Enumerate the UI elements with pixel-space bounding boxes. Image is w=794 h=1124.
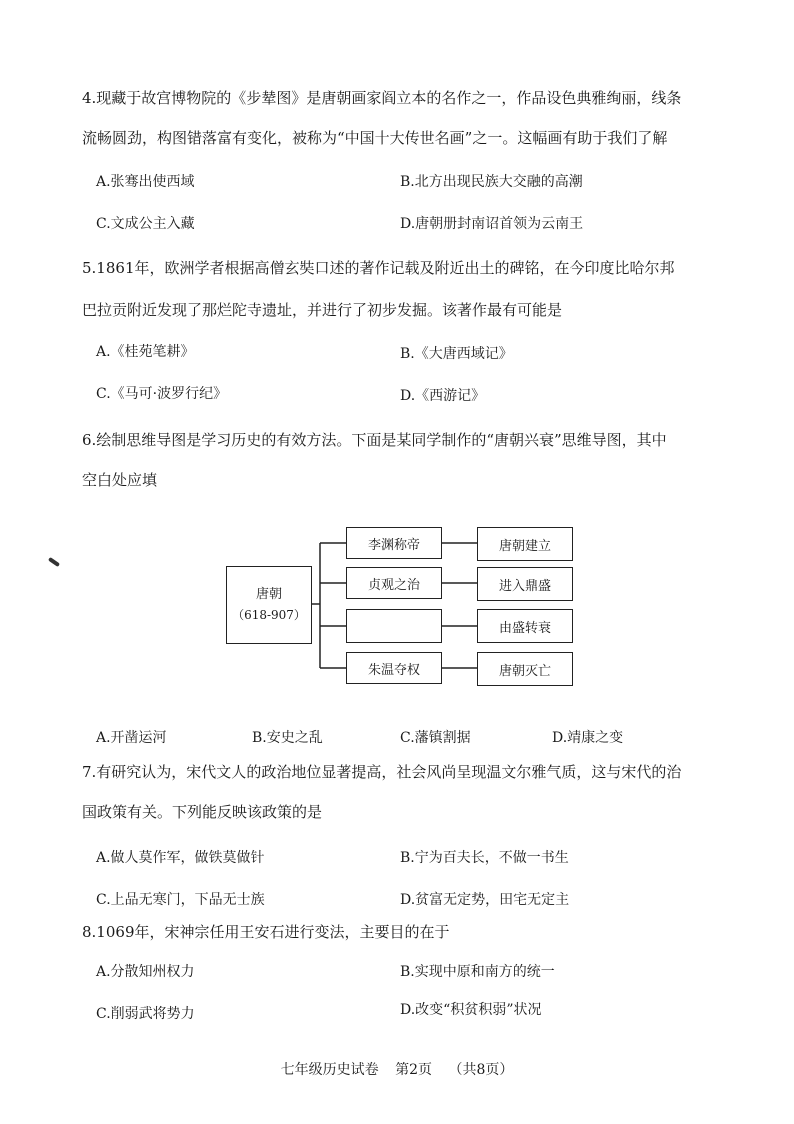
mindmap-root-years: （618-907） — [232, 608, 306, 622]
mindmap-middle-label: 李渊称帝 — [367, 537, 420, 553]
mindmap-middle-box-1 — [346, 527, 442, 559]
q7-option-c: C.上品无寒门，下品无士族 — [96, 892, 265, 908]
q7-option-b: B.宁为百夫长，不做一书生 — [400, 850, 569, 866]
mindmap-root-box — [226, 566, 312, 644]
q6-line-1: 6.绘制思维导图是学习历史的有效方法。下面是某同学制作的“唐朝兴衰”思维导图，其中 — [82, 431, 667, 449]
q5-option-c: C.《马可·波罗行纪》 — [96, 386, 228, 402]
mindmap-middle-label: 朱温夺权 — [367, 662, 420, 678]
q5-option-d: D.《西游记》 — [400, 388, 486, 404]
q4-line-1: 4.现藏于故宫博物院的《步辇图》是唐朝画家阎立本的名作之一，作品设色典雅绚丽，线条 — [82, 89, 682, 107]
q5-line-2: 巴拉贡附近发现了那烂陀寺遗址，并进行了初步发掘。该著作最有可能是 — [82, 301, 563, 319]
q4-line-2: 流畅圆劲，构图错落富有变化，被称为“中国十大传世名画”之一。这幅画有助于我们了解 — [82, 129, 668, 147]
footer-page-number: 第2页 — [395, 1062, 432, 1078]
mindmap-middle-box-2 — [346, 567, 442, 599]
q6-option-a: A.开凿运河 — [96, 730, 167, 746]
q5-option-b: B.《大唐西域记》 — [400, 346, 513, 362]
q4-option-c: C.文成公主入藏 — [96, 216, 195, 232]
q7-option-a: A.做人莫作军，做铁莫做针 — [96, 850, 265, 866]
mindmap-right-box-1 — [477, 527, 573, 561]
q8-option-b: B.实现中原和南方的统一 — [400, 964, 555, 980]
q7-line-2: 国政策有关。下列能反映该政策的是 — [82, 803, 323, 821]
q7-option-d: D.贫富无定势，田宅无定主 — [400, 892, 570, 908]
footer-page-total: （共8页） — [448, 1062, 514, 1078]
q6-option-c: C.藩镇割据 — [400, 730, 471, 746]
mindmap-root-title: 唐朝 — [255, 587, 282, 602]
mindmap-middle-label: 贞观之治 — [367, 577, 420, 593]
mindmap-right-box-2 — [477, 567, 573, 601]
mindmap-right-label: 唐朝建立 — [498, 538, 551, 554]
q4-option-b: B.北方出现民族大交融的高潮 — [400, 174, 583, 190]
q6-option-d: D.靖康之变 — [552, 730, 624, 746]
q4-option-d: D.唐朝册封南诏首领为云南王 — [400, 216, 584, 232]
q8-option-c: C.削弱武将势力 — [96, 1006, 195, 1022]
q8-line-1: 8.1069年，宋神宗任用王安石进行变法，主要目的在于 — [82, 923, 450, 941]
mindmap-right-label: 进入鼎盛 — [498, 578, 551, 594]
page-footer — [0, 1059, 794, 1079]
q7-line-1: 7.有研究认为，宋代文人的政治地位显著提高，社会风尚呈现温文尔雅气质，这与宋代的治 — [82, 763, 682, 781]
footer-exam-title: 七年级历史试卷 — [280, 1062, 379, 1078]
mindmap-right-box-4 — [477, 652, 573, 686]
q8-option-d: D.改变“积贫积弱”状况 — [400, 1002, 542, 1018]
q8-option-a: A.分散知州权力 — [96, 964, 195, 980]
q6-option-b: B.安史之乱 — [252, 730, 323, 746]
q5-line-1: 5.1861年，欧洲学者根据高僧玄奘口述的著作记载及附近出土的碑铭，在今印度比哈尔邦 — [82, 259, 675, 277]
mindmap-right-label: 由盛转衰 — [498, 620, 551, 636]
mindmap-right-box-3 — [477, 609, 573, 643]
mindmap-middle-box-4 — [346, 652, 442, 684]
mindmap-blank-box — [346, 609, 442, 643]
q5-option-a: A.《桂苑笔耕》 — [96, 344, 195, 360]
q6-line-2: 空白处应填 — [82, 471, 158, 489]
mindmap-right-label: 唐朝灭亡 — [498, 663, 551, 679]
q4-option-a: A.张骞出使西域 — [96, 174, 195, 190]
